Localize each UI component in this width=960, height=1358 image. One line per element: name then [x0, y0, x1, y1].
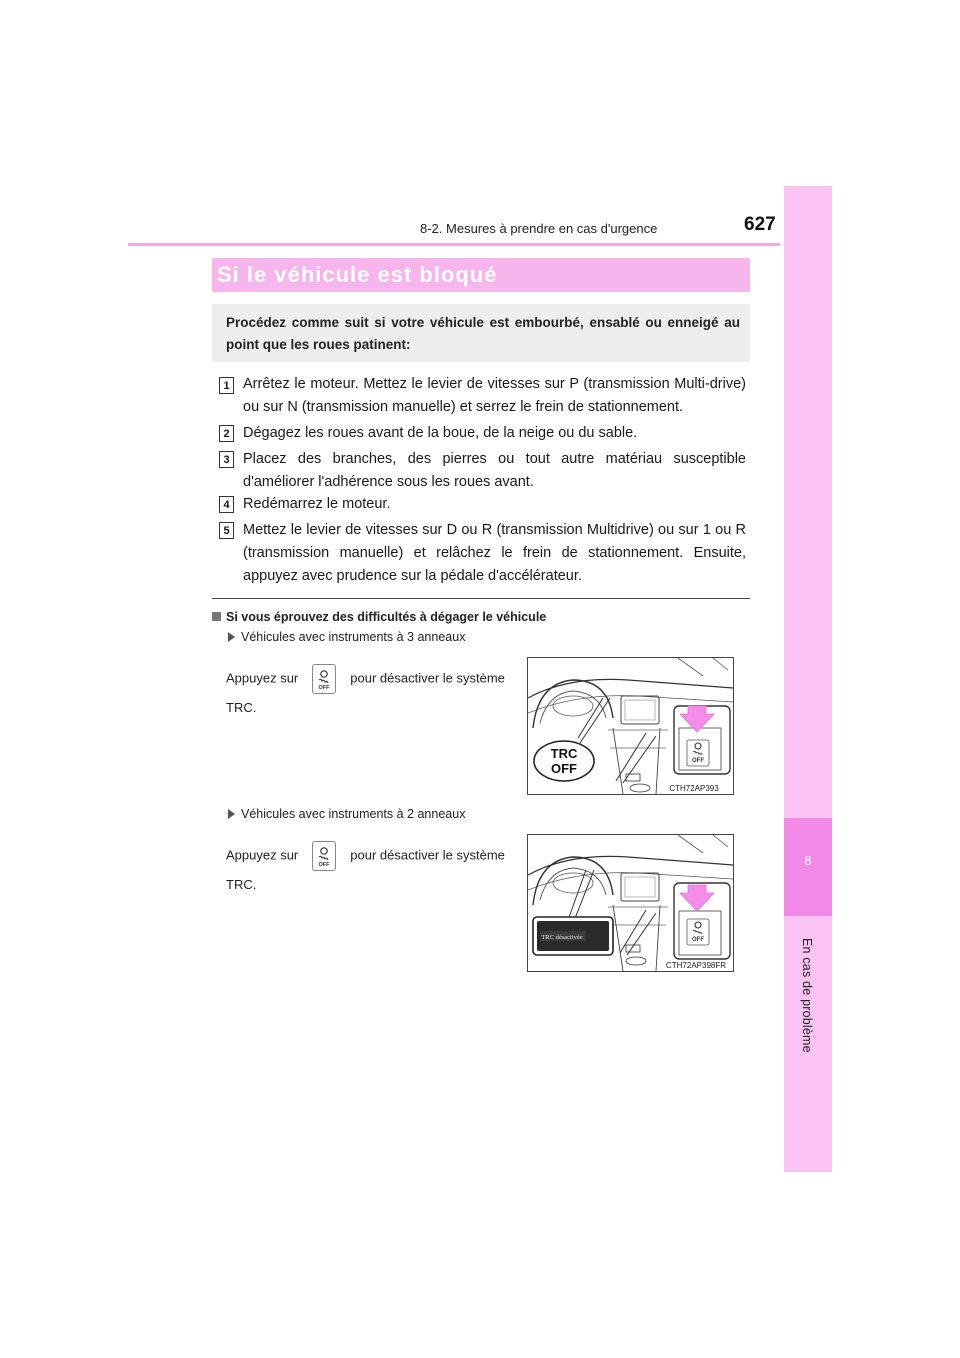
step-number: 3: [219, 451, 234, 468]
chapter-number: 8: [804, 853, 812, 868]
press-instruction: Appuyez sur OFF pour désactiver le système: [226, 841, 505, 871]
header-rule: [128, 243, 780, 246]
figure-code: CTH72AP393: [669, 784, 719, 793]
case-bullet: Véhicules avec instruments à 3 anneaux: [228, 630, 465, 644]
step-text: Redémarrez le moteur.: [243, 496, 391, 512]
trc-off-button-icon: [312, 664, 336, 694]
trc-off-button-icon: [312, 841, 336, 871]
step-number: 5: [219, 522, 234, 539]
figure-code: CTH72AP398FR: [665, 961, 727, 970]
step-text: Mettez le levier de vitesses sur D ou R (transmission Multidrive) ou sur 1 ou R (transmission manuelle) et relâchez le frein de stationnement. Ensuite, appuyez avec prudence sur la pédale d'accélérateur.: [243, 522, 746, 584]
square-bullet-icon: [212, 612, 221, 621]
page-number: 627: [744, 214, 776, 235]
callout-trc-desactivee: TRC désactivée: [541, 934, 583, 941]
button-off-label: OFF: [692, 937, 704, 943]
press-instruction-end: TRC.: [226, 877, 257, 892]
step-text: Placez des branches, des pierres ou tout autre matériau susceptible d'améliorer l'adhérence sous les roues avant.: [243, 451, 746, 490]
press-instruction: Appuyez sur OFF pour désactiver le système: [226, 664, 505, 694]
svg-text:OFF: OFF: [318, 685, 330, 691]
section-divider: [212, 598, 750, 599]
step-text: Arrêtez le moteur. Mettez le levier de vitesses sur P (transmission Multi-drive) ou sur N (transmission manuelle) et serrez le frein de stationnement.: [243, 376, 746, 415]
section-reference: 8-2. Mesures à prendre en cas d'urgence: [420, 221, 658, 236]
dashboard-illustration: [528, 835, 733, 971]
chapter-label: En cas de problème: [800, 938, 814, 1053]
step-text: Dégagez les roues avant de la boue, de la neige ou du sable.: [243, 425, 638, 441]
button-off-label: OFF: [692, 758, 704, 764]
svg-text:OFF: OFF: [318, 862, 330, 868]
case-bullet: Véhicules avec instruments à 2 anneaux: [228, 807, 465, 821]
triangle-bullet-icon: [228, 632, 235, 642]
step-number: 1: [219, 377, 234, 394]
callout-trc: TRC: [550, 746, 578, 761]
triangle-bullet-icon: [228, 809, 235, 819]
step-number: 4: [219, 496, 234, 513]
dashboard-figure: [527, 657, 734, 795]
callout-off: OFF: [551, 761, 577, 776]
subsection-heading: Si vous éprouvez des difficultés à dégager le véhicule: [212, 610, 546, 624]
press-instruction-end: TRC.: [226, 700, 257, 715]
page-title: Si le véhicule est bloqué: [217, 262, 498, 287]
intro-text: Procédez comme suit si votre véhicule est embourbé, ensablé ou enneigé au point que les roues patinent:: [226, 315, 740, 352]
dashboard-figure: [527, 834, 734, 972]
dashboard-illustration: [528, 658, 733, 794]
step-number: 2: [219, 425, 234, 442]
